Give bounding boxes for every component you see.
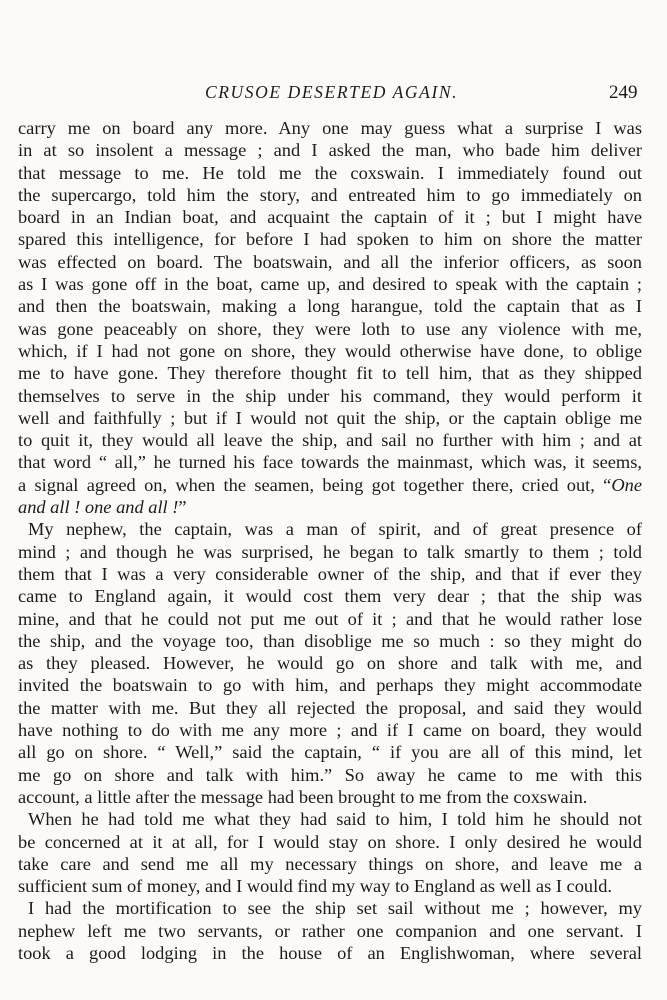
text-line-content: sufficient sum of money, and I would find my way to England as well as I could. xyxy=(18,876,613,897)
text-line xyxy=(18,674,642,696)
text-line-content: all go on shore. “ Well,” said the captain, “ if you are all of this mind, let xyxy=(18,742,642,763)
text-line-content: spared this intelligence, for before I had spoken to him on shore the matter xyxy=(18,229,642,250)
text-line-content: was gone peaceably on shore, they were loth to use any violence with me, xyxy=(18,318,642,339)
text-line-content: as I was gone off in the boat, came up, and desired to speak with the captain ; xyxy=(18,274,642,295)
text-line xyxy=(18,853,642,875)
text-line xyxy=(18,340,642,362)
text-line-content: My nephew, the captain, was a man of spirit, and of great presence of xyxy=(28,519,642,540)
text-line xyxy=(18,630,642,652)
text-line-content: me go on shore and talk with him.” So away he came to me with this xyxy=(18,764,642,785)
text-line-content: invited the boatswain to go with him, and perhaps they might accommodate xyxy=(18,675,642,696)
text-line-content: in at so insolent a message ; and I asked the man, who bade him deliver xyxy=(18,140,642,161)
text-line xyxy=(18,206,642,228)
text-line xyxy=(18,474,642,496)
paragraph xyxy=(18,518,642,808)
text-line xyxy=(18,697,642,719)
page-number: 249 xyxy=(609,82,638,103)
text-line xyxy=(18,295,642,317)
text-line-content: have nothing to do with me any more ; and if I came on board, they would xyxy=(18,720,642,741)
text-line xyxy=(18,184,642,206)
text-line xyxy=(18,652,642,674)
text-line-content: as they pleased. However, he would go on shore and talk with me, and xyxy=(18,653,642,674)
text-line xyxy=(18,786,642,808)
text-line xyxy=(18,608,642,630)
text-line xyxy=(18,719,642,741)
text-line-content: nephew left me two servants, or rather one companion and one servant. I xyxy=(18,920,642,941)
text-line xyxy=(18,563,642,585)
text-line xyxy=(18,451,642,473)
text-line xyxy=(18,897,642,919)
text-line-content: When he had told me what they had said to him, I told him he should not xyxy=(28,809,642,830)
text-line-content: the ship, and the voyage too, than disoblige me so much : so they might do xyxy=(18,630,642,651)
text-line xyxy=(18,362,642,384)
text-line-content: to quit it, they would all leave the ship, and sail no further with him ; and at xyxy=(18,430,642,451)
text-line-content: came to England again, it would cost them very dear ; that the ship was xyxy=(18,586,642,607)
text-line-content: was effected on board. The boatswain, and all the inferior officers, as soon xyxy=(18,251,642,272)
text-line xyxy=(18,942,642,964)
closing-quote: ” xyxy=(178,497,187,518)
running-title: CRUSOE DESERTED AGAIN. xyxy=(205,82,459,102)
text-line-content: the matter with me. But they all rejected the proposal, and said they would xyxy=(18,697,642,718)
text-line-content: be concerned at it at all, for I would stay on shore. I only desired he would xyxy=(18,831,642,852)
text-line xyxy=(18,875,642,897)
text-line xyxy=(18,318,642,340)
text-line-content: well and faithfully ; but if I would not quit the ship, or the captain oblige me xyxy=(18,407,642,428)
text-line-content: carry me on board any more. Any one may guess what a surprise I was xyxy=(18,118,642,138)
text-line xyxy=(18,831,642,853)
text-line xyxy=(18,407,642,429)
body-text xyxy=(18,117,642,964)
text-line xyxy=(18,808,642,830)
text-line-content: mind ; and though he was surprised, he began to talk smartly to them ; told xyxy=(18,541,642,562)
text-line xyxy=(18,920,642,942)
text-line xyxy=(18,251,642,273)
text-line-content: mine, and that he could not put me out of it ; and that he would rather lose xyxy=(18,608,642,629)
text-line xyxy=(18,273,642,295)
text-line-content: them that I was a very considerable owner of the ship, and that if ever they xyxy=(18,563,642,584)
text-line-content: I had the mortification to see the ship set sail without me ; however, my xyxy=(28,898,642,919)
text-line xyxy=(18,228,642,250)
text-line-content: take care and send me all my necessary things on shore, and leave me a xyxy=(18,853,642,874)
text-line-content: took a good lodging in the house of an Englishwoman, where several xyxy=(18,942,642,963)
text-line-content: themselves to serve in the ship under his command, they would perform it xyxy=(18,385,642,406)
text-line-content: me to have gone. They therefore thought fit to tell him, that as they shipped xyxy=(18,363,642,384)
text-line xyxy=(18,117,642,139)
text-line xyxy=(18,496,642,518)
italic-exclamation: One xyxy=(611,474,642,495)
text-line xyxy=(18,764,642,786)
text-line xyxy=(18,518,642,540)
text-line-content: that message to me. He told me the coxswain. I immediately found out xyxy=(18,162,642,183)
text-line-content: board in an Indian boat, and acquaint the captain of it ; but I might have xyxy=(18,207,642,228)
italic-exclamation: and all ! one and all ! xyxy=(18,497,179,518)
text-line-content: a signal agreed on, when the seamen, being got together there, cried out, “ xyxy=(18,474,612,495)
text-line xyxy=(18,585,642,607)
text-line-content: and then the boatswain, making a long harangue, told the captain that as I xyxy=(18,296,642,317)
paragraph xyxy=(18,897,642,964)
text-line-content: that word “ all,” he turned his face towards the mainmast, which was, it seems, xyxy=(18,452,642,473)
paragraph xyxy=(18,117,642,518)
text-line xyxy=(18,139,642,161)
text-line-content: the supercargo, told him the story, and entreated him to go immediately on xyxy=(18,184,642,205)
running-head xyxy=(0,82,667,108)
text-line xyxy=(18,541,642,563)
text-line xyxy=(18,385,642,407)
text-line-content: which, if I had not gone on shore, they would otherwise have done, to oblige xyxy=(18,340,642,361)
text-line xyxy=(18,741,642,763)
text-line-content: account, a little after the message had been brought to me from the coxswain. xyxy=(18,786,588,807)
text-line xyxy=(18,429,642,451)
paragraph xyxy=(18,808,642,897)
text-line xyxy=(18,162,642,184)
